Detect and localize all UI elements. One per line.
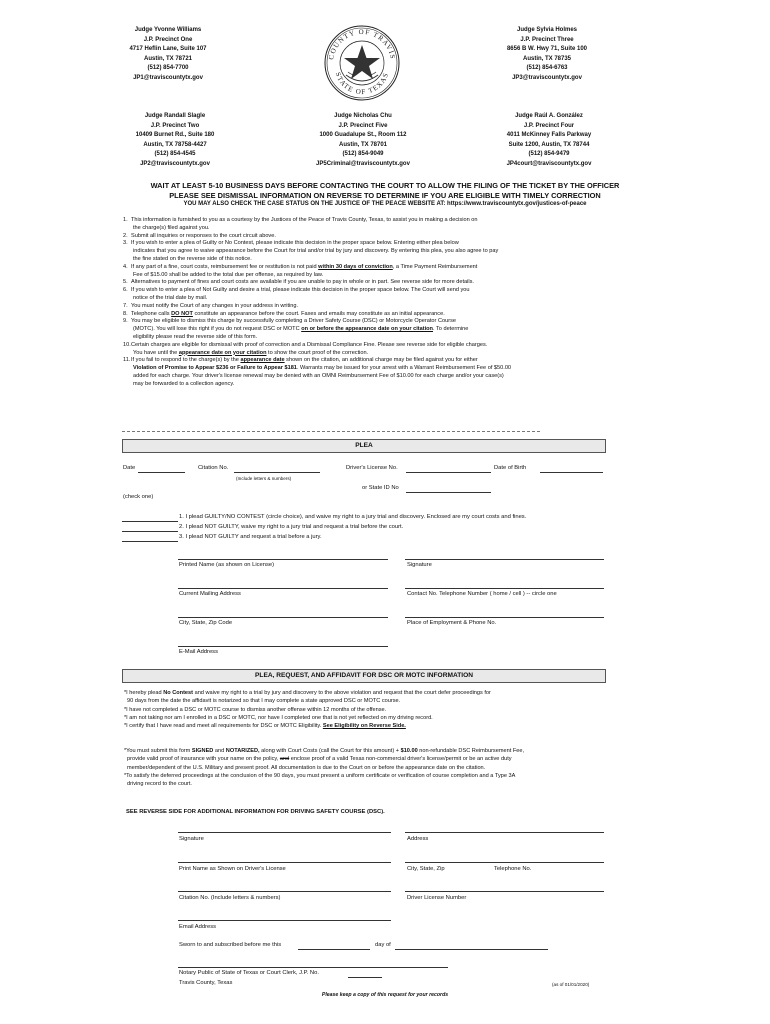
citation-field[interactable] — [234, 472, 320, 473]
judge-city: Austin, TX 78721 — [143, 55, 193, 62]
seal-top-text: COUNTY OF TRAVIS — [327, 27, 397, 61]
list-item: 8. Telephone calls DO NOT constitute an appearance before the court. Faxes and emails may constitute as an initial appearance. — [123, 310, 445, 317]
employment-label: Place of Employment & Phone No. — [407, 620, 497, 626]
requirement-line: provide valid proof of insurance with your name on the policy, and enclose proof of a valid Texas non-commercial driver's license/permit or be an active duty — [127, 756, 512, 763]
list-item-continuation: Violation of Promise to Appear $236 or Failure to Appear $181. Warrants may be issued for your arrest with a Warrant Reimbursement Fee of $50.00 — [133, 365, 512, 372]
judge-city: Suite 1200, Austin, TX 78744 — [508, 141, 590, 148]
list-item-continuation: You have until the appearance date on your citation to show the court proof of the correction. — [133, 349, 369, 356]
day-of-label: day of — [375, 942, 391, 948]
affidavit-email-label: Email Address — [179, 924, 217, 930]
affidavit-telephone-label: Telephone No. — [494, 866, 532, 872]
judge-precinct: J.P. Precinct Four — [523, 122, 575, 129]
date-field[interactable] — [138, 472, 185, 473]
list-item-continuation: the charge(s) filed against you. — [133, 224, 210, 231]
affidavit-signature-label: Signature — [179, 836, 204, 842]
judge-precinct: J.P. Precinct Three — [520, 36, 574, 43]
affidavit-signature-field[interactable] — [178, 832, 391, 833]
judge-city: Austin, TX 78701 — [338, 141, 388, 148]
seal-bottom-text: STATE OF TEXAS — [333, 71, 391, 97]
affidavit-statements — [124, 689, 602, 730]
judge-email: JP2@traviscountytx.gov — [140, 160, 210, 167]
judge-phone: (512) 854-9049 — [342, 151, 384, 157]
state-id-field[interactable] — [406, 492, 491, 493]
affidavit-email-field[interactable] — [178, 920, 391, 921]
affidavit-citation-label: Citation No. (Include letters & numbers) — [179, 895, 281, 901]
state-id-label: or State ID No — [362, 485, 399, 491]
judge-precinct: J.P. Precinct One — [143, 36, 193, 43]
email-label: E-Mail Address — [179, 649, 218, 655]
printed-name-field[interactable] — [178, 559, 388, 560]
city-state-zip-label: City, State, Zip Code — [179, 620, 233, 626]
affidavit-print-name-label: Print Name as Shown on Driver's License — [179, 866, 286, 872]
contact-phone-label: Contact No. Telephone Number ( home / cell ) -- circle one — [407, 591, 557, 597]
judge-block-precinct-two — [115, 112, 235, 169]
affidavit-statement: *I certify that I have read and meet all requirements for DSC or MOTC Eligibility. See Eligibility on Reverse Side. — [124, 723, 406, 730]
list-item: 10. Certain charges are eligible for dismissal with proof of correction and a Dismissal Compliance Fine. Please see reverse side for eligible charges. — [123, 341, 488, 348]
judge-address: 1000 Guadalupe St., Room 112 — [319, 132, 407, 138]
judge-precinct: J.P. Precinct Two — [150, 122, 200, 129]
judge-block-precinct-three — [487, 26, 607, 83]
city-state-zip-field[interactable] — [178, 617, 388, 618]
judge-phone: (512) 854-4545 — [154, 151, 196, 157]
form-version: (as of 01/01/2020) — [552, 982, 590, 987]
list-item: 7. You must notify the Court of any changes in your address in writing. — [123, 302, 299, 309]
affidavit-city-state-zip-label: City, State, Zip — [407, 866, 445, 872]
plea-option-1-label: 1. I plead GUILTY/NO CONTEST (circle choice), and waive my right to a jury trial and discovery. Enclosed are my court costs and fines. — [179, 514, 527, 520]
judge-city: Austin, TX 78735 — [522, 55, 572, 62]
instructions-list — [123, 217, 593, 389]
notary-signature-field[interactable] — [178, 967, 448, 968]
requirement-line: member/dependent of the U.S. Military and present proof. All documentation is due to the Court on or before the appearance date on the citation. — [127, 764, 486, 771]
plea-section-header: PLEA — [122, 439, 606, 453]
judge-name: Judge Yvonne Williams — [134, 27, 202, 33]
list-item-continuation: eligibility please read the reverse side of this form. — [133, 333, 258, 340]
dob-label: Date of Birth — [494, 465, 527, 471]
list-item: 11. If you fail to respond to the charge(s) by the appearance date shown on the citation, an additional charge may be filed against you for either — [123, 357, 478, 364]
affidavit-statement: *I am not taking nor am I enrolled in a DSC or MOTC, nor have I completed one that is not yet reflected on my driving record. — [124, 714, 433, 721]
notice-line-2: PLEASE SEE DISMISSAL INFORMATION ON REVERSE TO DETERMINE IF YOU ARE ELIGIBLE WITH TIMELY CORRECTION — [169, 191, 601, 200]
judge-city: Austin, TX 78758-4427 — [143, 141, 207, 148]
drivers-license-label: Driver's License No. — [346, 465, 398, 471]
drivers-license-field[interactable] — [406, 472, 491, 473]
plea-option-2-checkbox[interactable] — [122, 531, 178, 532]
mailing-address-label: Current Mailing Address — [179, 591, 241, 597]
affidavit-statement: *I have not completed a DSC or MOTC course to dismiss another offense within 12 months of the offense. — [124, 706, 387, 713]
list-item-continuation: may be forwarded to a collection agency. — [133, 380, 235, 387]
judge-email: JP3@traviscountytx.gov — [512, 74, 582, 81]
judge-name: Judge Randall Slagle — [144, 113, 206, 119]
affidavit-city-phone-field[interactable] — [405, 862, 604, 863]
judge-block-precinct-five — [302, 112, 424, 169]
judge-precinct: J.P. Precinct Five — [338, 122, 388, 129]
citation-label: Citation No. — [198, 465, 229, 471]
affidavit-statement: *I hereby plead No Contest and waive my right to a trial by jury and discovery to the above violation and request that the court defer proceedings for — [124, 690, 491, 696]
employment-field[interactable] — [405, 617, 604, 618]
citation-hint: (Include letters & numbers) — [236, 476, 292, 481]
plea-option-1-checkbox[interactable] — [122, 521, 178, 522]
sworn-date-field[interactable] — [298, 949, 370, 950]
list-item-continuation: added for each charge. Your driver's license renewal may be denied with an OMNI Reimbursement Fee of $10.00 for each charge and/or your case(s) — [133, 372, 504, 379]
list-item: 6. If you wish to enter a plea of Not Guilty and desire a trial, please indicate this decision in the proper space below. The Court will send you — [123, 287, 470, 294]
affidavit-section-header: PLEA, REQUEST, AND AFFIDAVIT FOR DSC OR MOTC INFORMATION — [122, 669, 606, 683]
affidavit-requirements — [124, 747, 602, 788]
judge-email: JP1@traviscountytx.gov — [133, 74, 203, 81]
notice-line-3: YOU MAY ALSO CHECK THE CASE STATUS ON THE JUSTICE OF THE PEACE WEBSITE AT: https://www.traviscountytx.gov/justices-of-peace — [183, 201, 587, 207]
sworn-label: Sworn to and subscribed before me this — [179, 942, 282, 948]
judge-email: JP5Criminal@traviscountytx.gov — [316, 160, 410, 167]
affidavit-dl-label: Driver License Number — [407, 895, 467, 901]
list-item-continuation: the fine stated on the reverse side of this notice. — [133, 255, 252, 262]
notary-label: Notary Public of State of Texas or Court Clerk, J.P. No. — [179, 970, 319, 976]
list-item: 9. You may be eligible to dismiss this charge by successfully completing a Driver Safety Course (DSC) or Motorcycle Operator Course — [123, 318, 456, 325]
see-reverse-note: SEE REVERSE SIDE FOR ADDITIONAL INFORMATION FOR DRIVING SAFETY COURSE (DSC). — [126, 809, 385, 815]
affidavit-statement-continuation: 90 days from the date the affidavit is notarized so that I may complete a state approved DSC or MOTC course. — [127, 698, 401, 705]
judge-phone: (512) 854-6763 — [526, 65, 568, 71]
list-item: 1. This information is furnished to you as a courtesy by the Justices of the Peace of Travis County, Texas, to assist you in making a decision on — [123, 217, 478, 223]
divider — [122, 431, 540, 432]
requirement-line: driving record to the court. — [127, 781, 192, 788]
jp-number-field[interactable] — [348, 977, 382, 978]
county-label: Travis County, Texas — [179, 980, 233, 986]
email-field[interactable] — [178, 646, 388, 647]
list-item-continuation: indicates that you agree to waive appearance before the Court for trial and/or trial by jury and discovery. By entering this plea, you also agree to pay — [133, 248, 499, 255]
svg-text:STATE OF TEXAS — [334, 71, 391, 96]
judge-address: 4717 Heflin Lane, Suite 107 — [129, 46, 207, 52]
plea-option-3-checkbox[interactable] — [122, 541, 178, 542]
footer-note: Please keep a copy of this request for your records — [321, 992, 449, 998]
requirement-line: *You must submit this form SIGNED and NOTARIZED, along with Court Costs (call the Court for this amount) + $10.00 non-refundable DSC Reimbursement Fee, — [124, 748, 525, 754]
judge-block-precinct-one — [108, 26, 228, 83]
judge-address: 8656 B W. Hwy 71, Suite 100 — [506, 46, 588, 52]
sworn-month-field[interactable] — [395, 949, 548, 950]
printed-name-label: Printed Name (as shown on License) — [179, 562, 275, 568]
notice-line-1: WAIT AT LEAST 5-10 BUSINESS DAYS BEFORE CONTACTING THE COURT TO ALLOW THE FILING OF THE TICKET BY THE OFFICER — [150, 181, 620, 190]
dob-field[interactable] — [540, 472, 603, 473]
list-item: 4. If any part of a fine, court costs, reimbursement fee or restitution is not paid within 30 days of conviction, a Time Payment Reimbursement — [123, 263, 478, 270]
affidavit-address-field[interactable] — [405, 832, 604, 833]
mailing-address-field[interactable] — [178, 588, 388, 589]
affidavit-print-name-field[interactable] — [178, 862, 391, 863]
list-item-continuation: Fee of $15.00 shall be added to the total due per offense, as required by law. — [133, 271, 324, 278]
judge-block-precinct-four — [488, 112, 610, 169]
travis-county-seal-icon — [324, 25, 400, 101]
requirement-line: *To satisfy the deferred proceedings at the conclusion of the 90 days, you must present a uniform certificate or verification of course completion and a Type 3A — [124, 772, 516, 779]
judge-name: Judge Raúl A. González — [515, 113, 583, 119]
affidavit-citation-field[interactable] — [178, 891, 391, 892]
judge-name: Judge Nicholas Chu — [334, 113, 392, 119]
affidavit-address-label: Address — [407, 836, 429, 842]
list-item-continuation: notice of the trial date by mail. — [133, 294, 208, 301]
list-item: 3. If you wish to enter a plea of Guilty or No Contest, please indicate this decision in the proper space below. Entering either plea below — [123, 240, 459, 247]
judge-address: 10409 Burnet Rd., Suite 180 — [135, 132, 215, 138]
list-item: 5. Alternatives to payment of fines and court costs are available if you are unable to pay in whole or in part. See reverse side for more details. — [123, 279, 474, 286]
affidavit-dl-field[interactable] — [405, 891, 604, 892]
judge-phone: (512) 854-7700 — [147, 65, 189, 71]
check-one-label: (check one) — [123, 494, 154, 500]
judge-email: JP4court@traviscountytx.gov — [506, 160, 592, 167]
date-label: Date — [123, 465, 136, 471]
list-item: 2. Submit all inquiries or responses to the court circuit above. — [123, 232, 276, 239]
list-item-continuation: (MOTC). You will lose this right if you do not request DSC or MOTC on or before the appearance date on your citation. To determine — [133, 326, 469, 333]
judge-address: 4011 McKinney Falls Parkway — [506, 132, 592, 138]
signature-label: Signature — [407, 562, 432, 568]
judge-phone: (512) 854-9479 — [528, 151, 570, 157]
signature-field[interactable] — [405, 559, 604, 560]
plea-option-2-label: 2. I plead NOT GUILTY, waive my right to a jury trial and request a trial before the court. — [179, 524, 404, 530]
contact-phone-field[interactable] — [405, 588, 604, 589]
plea-option-3-label: 3. I plead NOT GUILTY and request a trial before a jury. — [179, 534, 322, 540]
judge-name: Judge Sylvia Holmes — [516, 27, 578, 33]
